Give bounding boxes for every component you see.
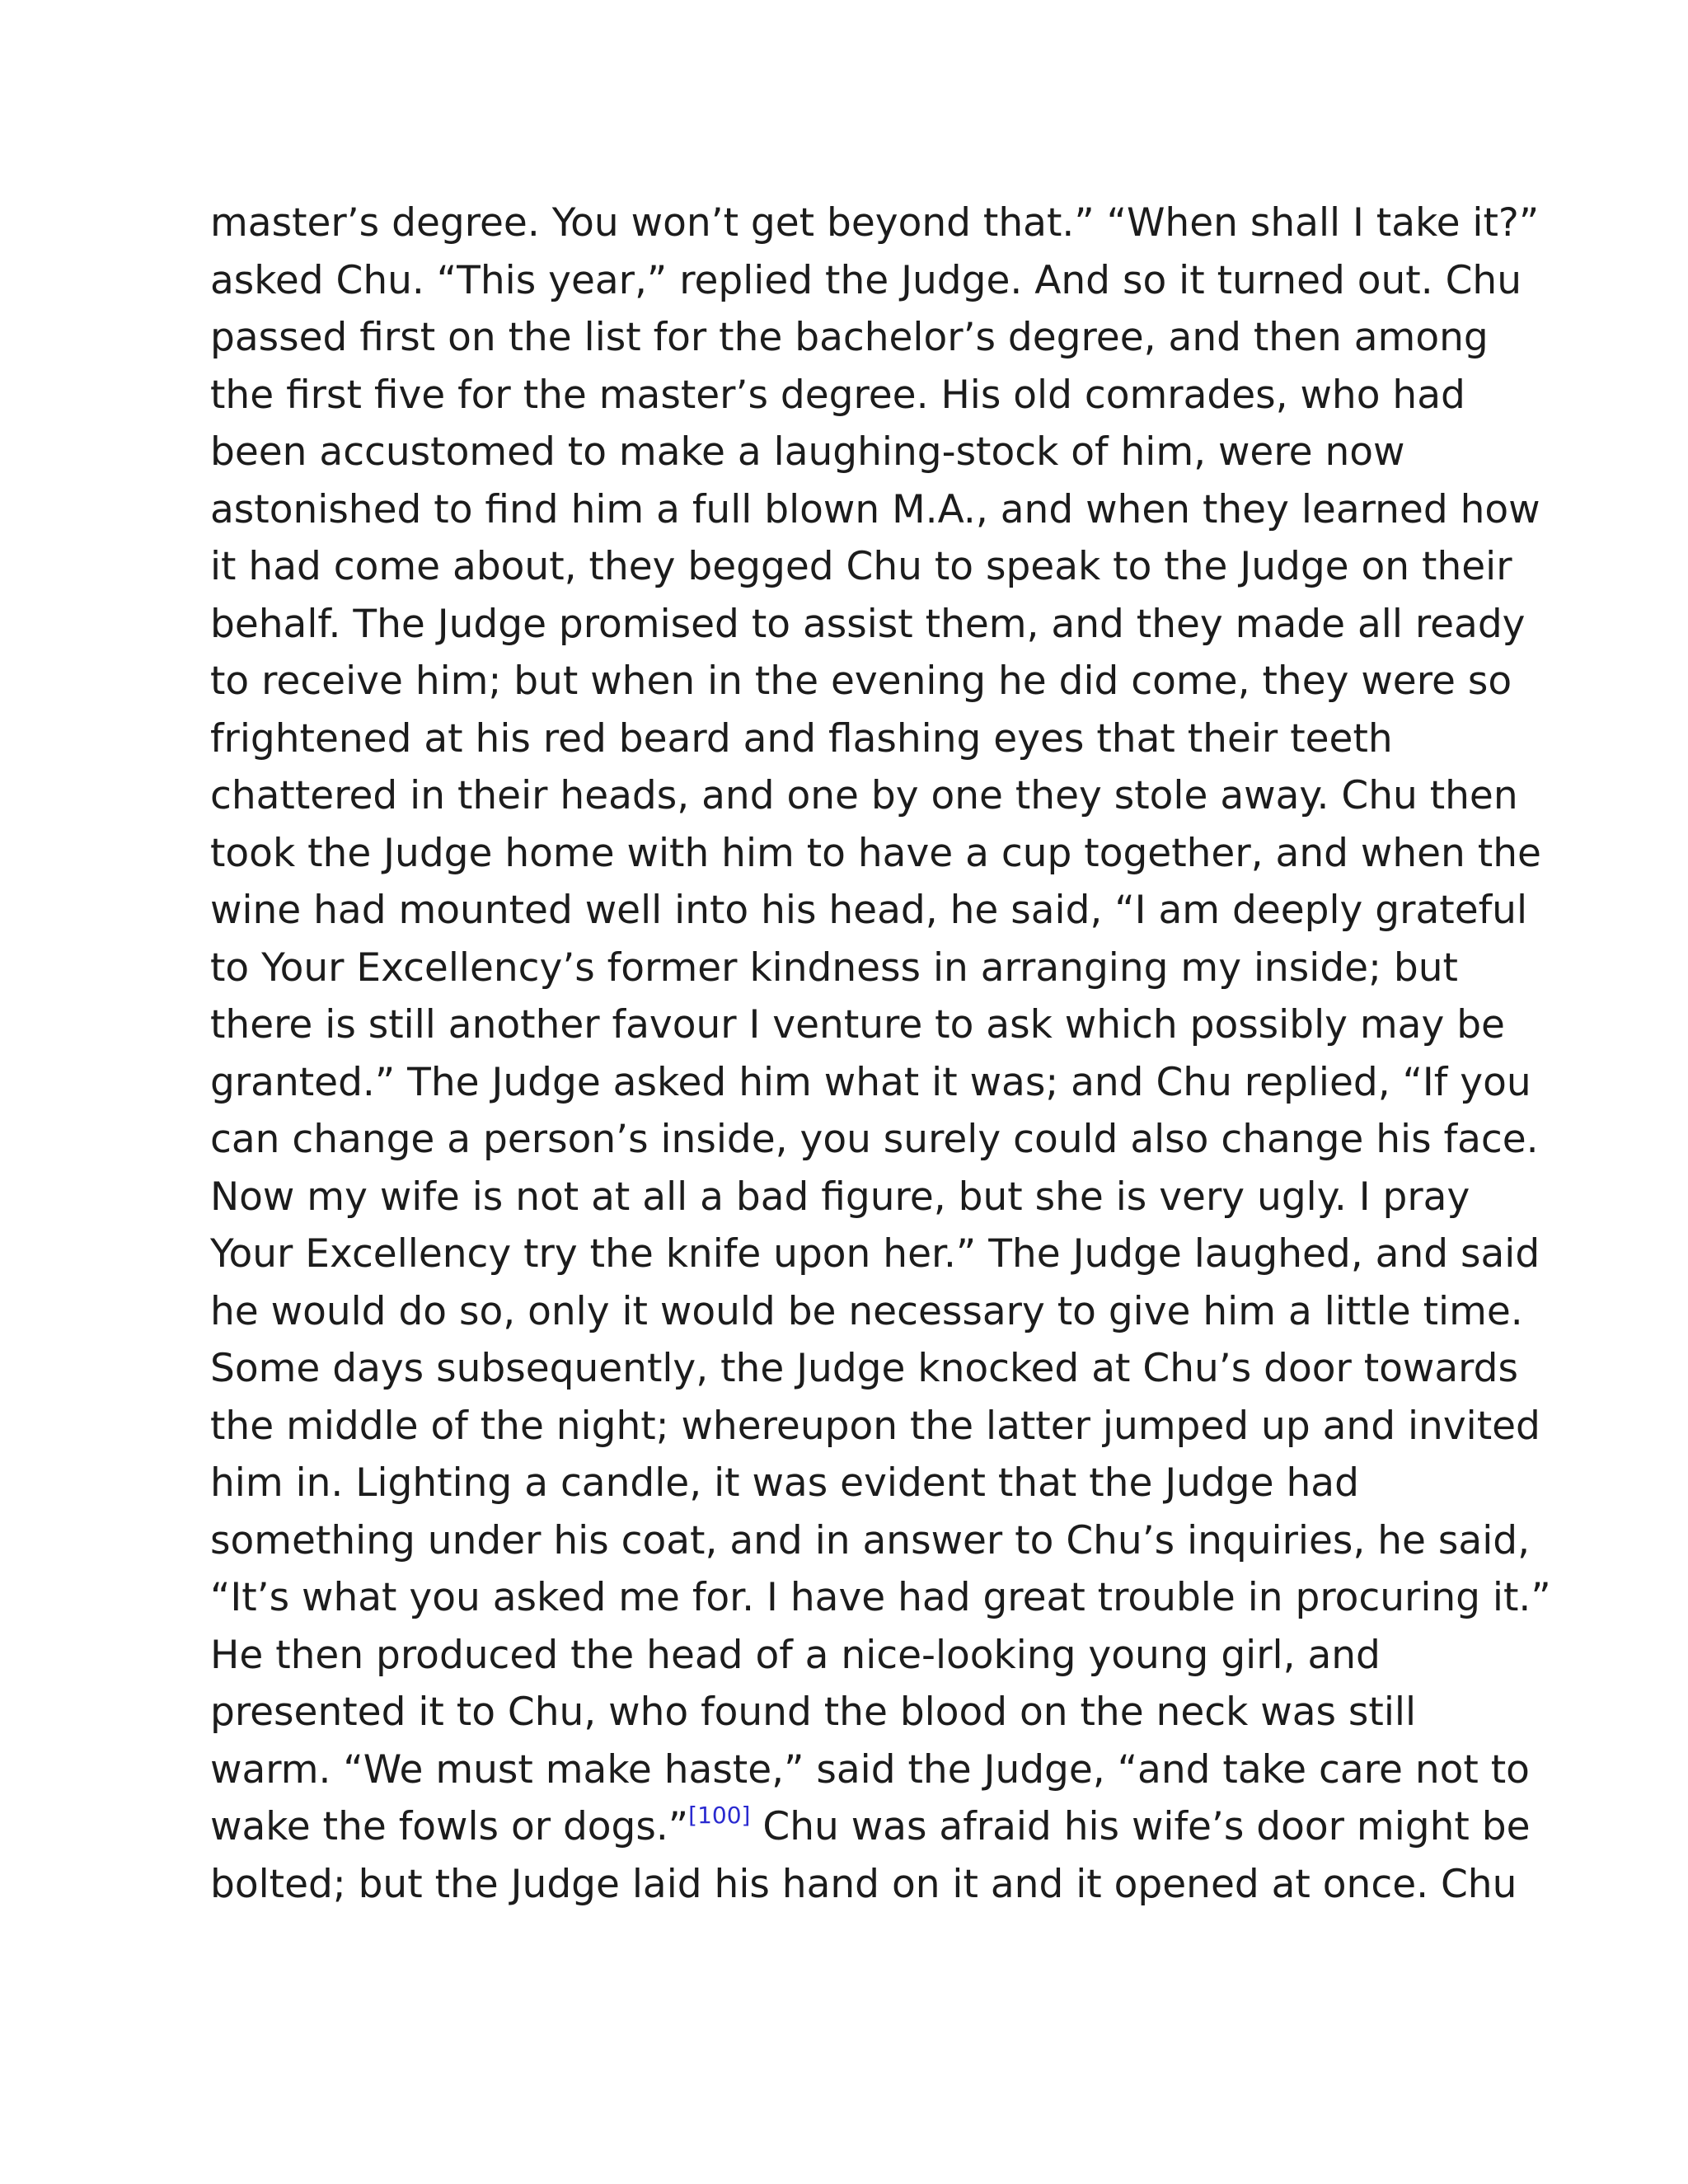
text-line: Now my wife is not at all a bad figure, but she is very ugly. I pray (210, 1174, 1470, 1220)
text-segment: wake the fowls or dogs.” (210, 1804, 689, 1849)
text-line: it had come about, they begged Chu to speak to the Judge on their (210, 544, 1512, 589)
text-line: been accustomed to make a laughing-stock of him, were now (210, 429, 1405, 475)
text-line: asked Chu. “This year,” replied the Judge. And so it turned out. Chu (210, 257, 1522, 303)
text-line: to Your Excellency’s former kindness in arranging my inside; but (210, 944, 1458, 991)
text-line: there is still another favour I venture to ask which possibly may be (210, 1002, 1505, 1047)
text-line: the first five for the master’s degree. His old comrades, who had (210, 372, 1465, 418)
text-segment: Chu was afraid his wife’s door might be (750, 1804, 1531, 1849)
text-line: warm. “We must make haste,” said the Judge, “and take care not to (210, 1746, 1530, 1793)
text-line: “It’s what you asked me for. I have had great trouble in procuring it.” (210, 1575, 1551, 1620)
text-line-with-footnote (210, 1798, 1529, 1856)
text-line: to receive him; but when in the evening he did come, they were so (210, 658, 1512, 704)
text-line: chattered in their heads, and one by one they stole away. Chu then (210, 773, 1518, 818)
text-line: presented it to Chu, who found the blood on the neck was still (210, 1690, 1417, 1735)
text-line: wine had mounted well into his head, he said, “I am deeply grateful (210, 888, 1527, 933)
footnote-link[interactable]: [100] (688, 1802, 751, 1829)
text-line: something under his coat, and in answer to Chu’s inquiries, he said, (210, 1517, 1531, 1563)
text-line: He then produced the head of a nice-looking young girl, and (210, 1632, 1381, 1678)
text-line: Your Excellency try the knife upon her.” The Judge laughed, and said (210, 1231, 1540, 1277)
text-line: frightened at his red beard and flashing eyes that their teeth (210, 715, 1393, 762)
body-text (210, 194, 1551, 1913)
text-line: master’s degree. You won’t get beyond that.” “When shall I take it?” (210, 200, 1540, 246)
text-line: he would do so, only it would be necessary to give him a little time. (210, 1288, 1523, 1334)
text-line: bolted; but the Judge laid his hand on it and it opened at once. Chu (210, 1861, 1517, 1907)
text-line: can change a person’s inside, you surely could also change his face. (210, 1117, 1539, 1162)
text-line: behalf. The Judge promised to assist them, and they made all ready (210, 601, 1526, 647)
text-line: astonished to find him a full blown M.A., and when they learned how (210, 486, 1540, 532)
text-line: granted.” The Judge asked him what it was; and Chu replied, “If you (210, 1059, 1531, 1105)
text-line: passed first on the list for the bachelor’s degree, and then among (210, 315, 1489, 360)
text-line: him in. Lighting a candle, it was evident that the Judge had (210, 1460, 1359, 1506)
text-line: Some days subsequently, the Judge knocked at Chu’s door towards (210, 1346, 1518, 1391)
text-line: the middle of the night; whereupon the latter jumped up and invited (210, 1403, 1540, 1449)
text-line: took the Judge home with him to have a cup together, and when the (210, 830, 1541, 876)
